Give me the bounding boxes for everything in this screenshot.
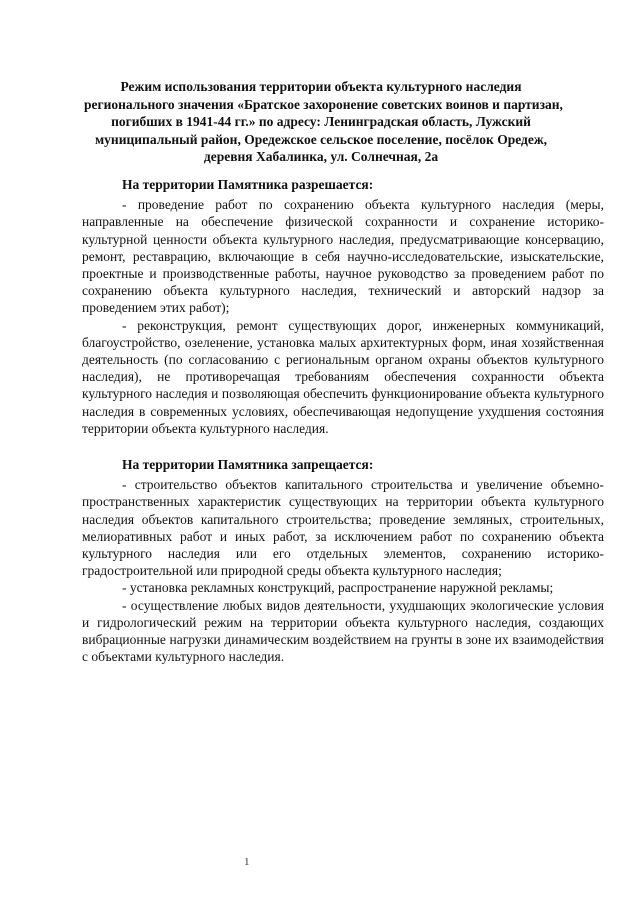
allowed-section	[82, 176, 604, 437]
forbidden-item: - осуществление любых видов деятельности, ухудшающих экологические условия и гидрологический режим на территории объекта культурного наследия, создающих вибрационные нагрузки динамическим воздействием на грунты в зоне их взаимодействия с объектами культурного наследия.	[82, 597, 604, 665]
page-number: 1	[244, 856, 250, 868]
forbidden-section	[82, 456, 604, 665]
title-line: Режим использования территории объекта культурного наследия	[120, 79, 522, 94]
allowed-item: - реконструкция, ремонт существующих дорог, инженерных коммуникаций, благоустройство, озеленение, установка малых архитектурных форм, иная хозяйственная деятельность (по согласованию с региональным органом охраны объектов культурного наследия), не противоречащая требованиям обеспечения сохранности объекта культурного наследия и позволяющая обеспечить функционирование объекта культурного наследия в современных условиях, обеспечивающая недопущение ухудшения состояния территории объекта культурного наследия.	[82, 317, 604, 436]
title-line: муниципальный район, Оредежское сельское поселение, посёлок Оредеж,	[94, 131, 547, 147]
title-line: деревня Хабалинка, ул. Солнечная, 2а	[203, 149, 439, 165]
allowed-heading: На территории Памятника разрешается:	[122, 177, 374, 192]
allowed-item: - проведение работ по сохранению объекта культурного наследия (меры, направленные на обеспечение физической сохранности и сохранение историко-культурной ценности объекта культурного наследия, предусматривающие консервацию, ремонт, реставрацию, включающие в себя научно-исследовательские, изыскательские, проектные и производственные работы, научное руководство за проведением работ по сохранению объекта культурного наследия, технический и авторский надзор за проведением этих работ);	[82, 197, 604, 316]
forbidden-heading: На территории Памятника запрещается:	[122, 457, 374, 472]
forbidden-item: - строительство объектов капитального строительства и увеличение объемно-пространственных характеристик существующих на территории объекта культурного наследия объектов капитального строительства; проведение земляных, строительных, мелиоративных работ и иных работ, за исключением работ по сохранению объекта культурного наследия или его отдельных элементов, сохранению историко-градостроительной или природной среды объекта культурного наследия;	[82, 477, 604, 579]
forbidden-item: - установка рекламных конструкций, распространение наружной рекламы;	[122, 580, 554, 596]
title-line: регионального значения «Братское захоронение советских воинов и партизан,	[84, 96, 563, 112]
document-title	[84, 78, 563, 166]
title-line: погибших в 1941-44 гг.» по адресу: Ленинградская область, Лужский	[111, 114, 531, 130]
